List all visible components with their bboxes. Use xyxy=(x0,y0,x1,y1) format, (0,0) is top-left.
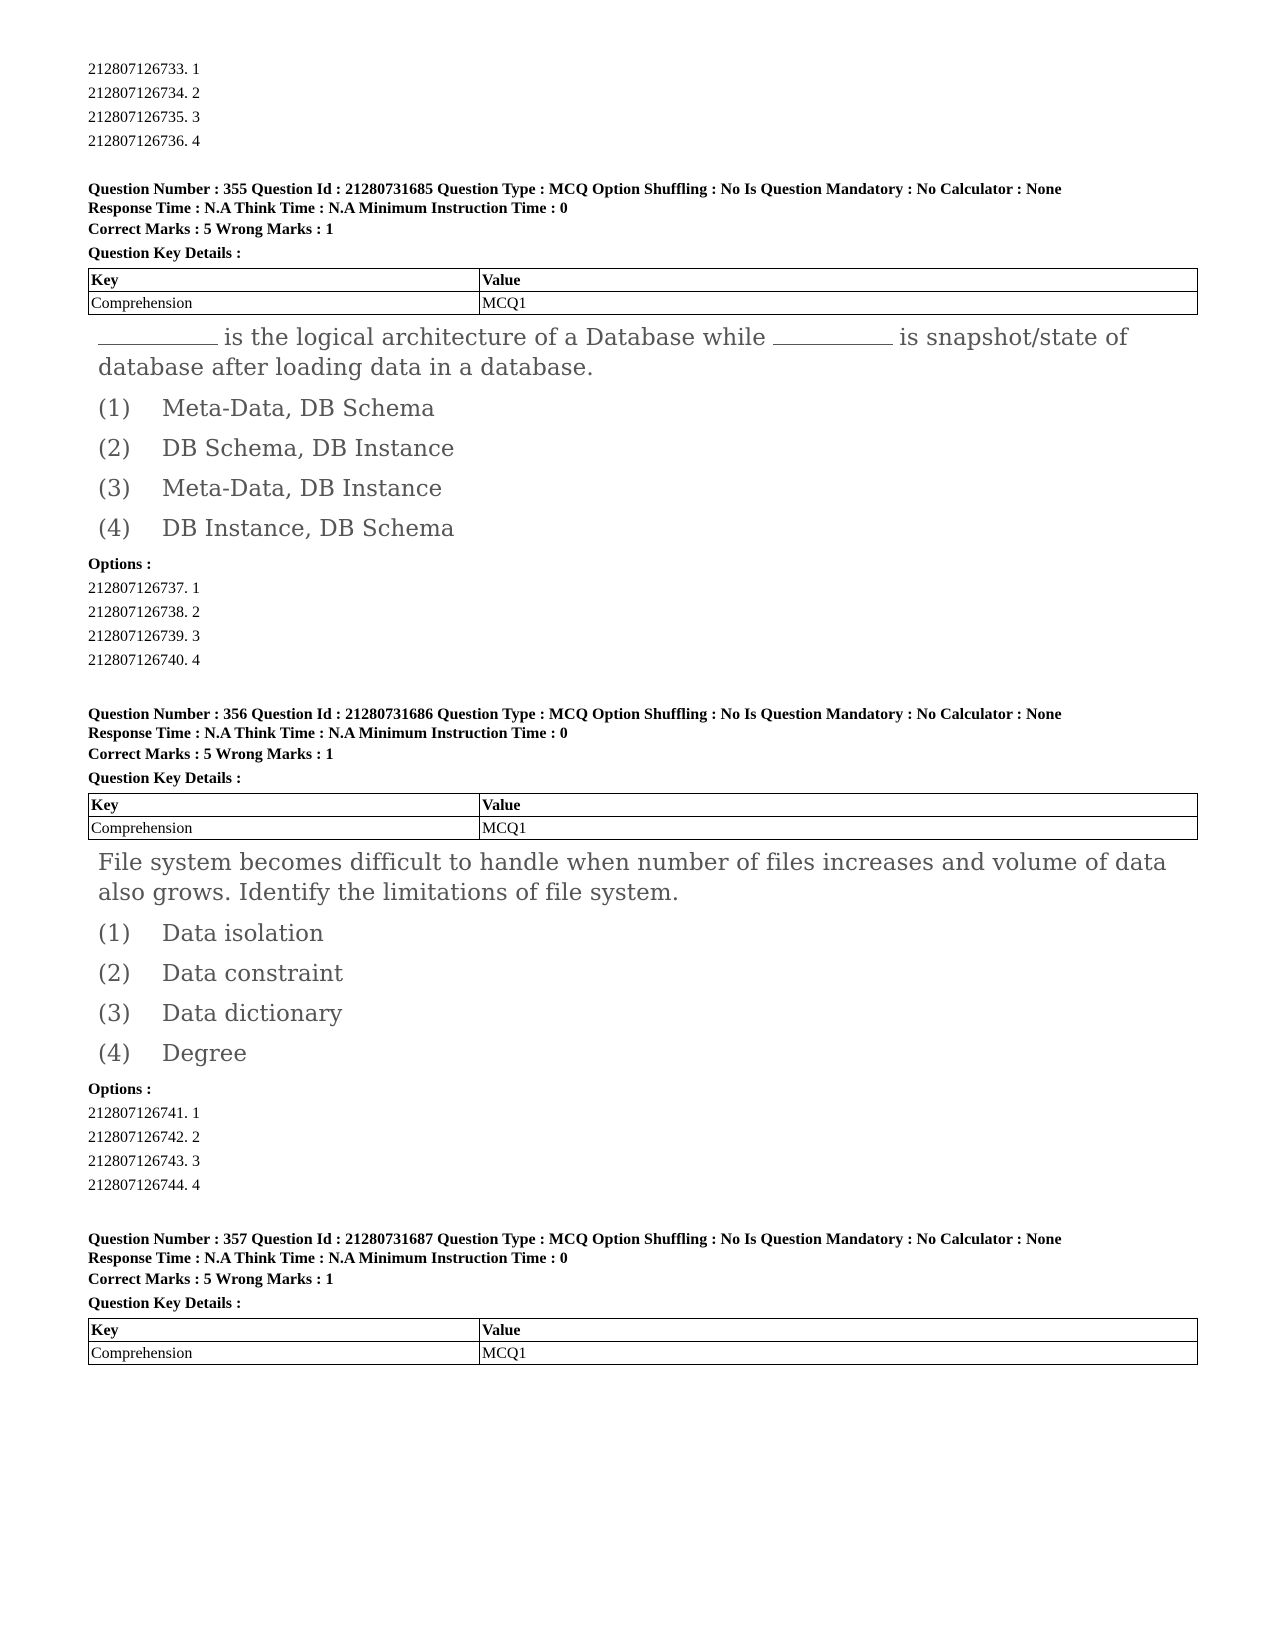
question-text-part1: is the logical architecture of a Database while xyxy=(224,325,766,351)
choice-number: (2) xyxy=(98,961,131,987)
question-text xyxy=(98,323,1198,383)
key-cell: Comprehension xyxy=(89,1342,480,1365)
choice-text: DB Schema, DB Instance xyxy=(162,436,455,462)
choice-item xyxy=(98,994,1198,1034)
choice-item xyxy=(98,1034,1198,1074)
marks-line: Correct Marks : 5 Wrong Marks : 1 xyxy=(88,1271,334,1288)
question-header: Question Number : 357 Question Id : 21280731687 Question Type : MCQ Option Shuffling : No Is Question Mandatory : No Calculator : None xyxy=(88,1231,1062,1248)
choice-text: Data constraint xyxy=(162,961,344,987)
option-line: 212807126738. 2 xyxy=(88,604,200,621)
option-line: 212807126734. 2 xyxy=(88,85,200,102)
value-cell: MCQ1 xyxy=(480,292,1198,315)
choice-number: (1) xyxy=(98,921,131,947)
marks-line: Correct Marks : 5 Wrong Marks : 1 xyxy=(88,221,334,238)
choice-number: (3) xyxy=(98,1001,131,1027)
choice-item xyxy=(98,469,1198,509)
choice-text: Meta-Data, DB Instance xyxy=(162,476,443,502)
choice-number: (1) xyxy=(98,396,131,422)
previous-options-list xyxy=(88,58,1198,154)
question-text-part2: is snapshot/state of database after loading data in a database. xyxy=(98,325,1128,381)
document-page xyxy=(88,58,1198,1365)
choice-item xyxy=(98,429,1198,469)
value-cell: MCQ1 xyxy=(480,1342,1198,1365)
key-details-label: Question Key Details : xyxy=(88,770,242,787)
question-timing: Response Time : N.A Think Time : N.A Minimum Instruction Time : 0 xyxy=(88,200,568,217)
choice-number: (2) xyxy=(98,436,131,462)
choice-text: Meta-Data, DB Schema xyxy=(162,396,435,422)
key-cell: Comprehension xyxy=(89,817,480,840)
answer-blank xyxy=(773,326,893,345)
question-timing: Response Time : N.A Think Time : N.A Minimum Instruction Time : 0 xyxy=(88,725,568,742)
options-label: Options : xyxy=(88,556,152,573)
question-block-357 xyxy=(88,1230,1198,1365)
option-line: 212807126741. 1 xyxy=(88,1105,200,1122)
key-details-table xyxy=(88,1318,1198,1365)
options-label: Options : xyxy=(88,1081,152,1098)
question-body xyxy=(88,840,1198,1078)
choice-number: (4) xyxy=(98,516,131,542)
key-cell: Comprehension xyxy=(89,292,480,315)
option-line: 212807126737. 1 xyxy=(88,580,200,597)
question-header: Question Number : 356 Question Id : 21280731686 Question Type : MCQ Option Shuffling : No Is Question Mandatory : No Calculator : None xyxy=(88,706,1062,723)
value-cell: MCQ1 xyxy=(480,817,1198,840)
option-line: 212807126744. 4 xyxy=(88,1177,200,1194)
option-line: 212807126742. 2 xyxy=(88,1129,200,1146)
value-header: Value xyxy=(480,1319,1198,1342)
question-text: File system becomes difficult to handle when number of files increases and volume of data also grows. Identify the limitations of file system. xyxy=(98,850,1167,906)
option-line: 212807126733. 1 xyxy=(88,61,200,78)
value-header: Value xyxy=(480,269,1198,292)
option-line: 212807126736. 4 xyxy=(88,133,200,150)
key-details-table xyxy=(88,793,1198,840)
key-header: Key xyxy=(89,794,480,817)
choice-text: Degree xyxy=(162,1041,247,1067)
question-block-355 xyxy=(88,180,1198,673)
option-line: 212807126739. 3 xyxy=(88,628,200,645)
option-line: 212807126740. 4 xyxy=(88,652,200,669)
question-block-356 xyxy=(88,705,1198,1198)
question-timing: Response Time : N.A Think Time : N.A Minimum Instruction Time : 0 xyxy=(88,1250,568,1267)
choice-item xyxy=(98,509,1198,549)
key-details-label: Question Key Details : xyxy=(88,1295,242,1312)
option-line: 212807126735. 3 xyxy=(88,109,200,126)
choice-item xyxy=(98,914,1198,954)
option-line: 212807126743. 3 xyxy=(88,1153,200,1170)
key-header: Key xyxy=(89,1319,480,1342)
key-details-label: Question Key Details : xyxy=(88,245,242,262)
choice-item xyxy=(98,954,1198,994)
choice-text: Data dictionary xyxy=(162,1001,343,1027)
choice-number: (4) xyxy=(98,1041,131,1067)
choice-text: DB Instance, DB Schema xyxy=(162,516,455,542)
key-details-table xyxy=(88,268,1198,315)
key-header: Key xyxy=(89,269,480,292)
answer-blank xyxy=(98,326,218,345)
value-header: Value xyxy=(480,794,1198,817)
question-header: Question Number : 355 Question Id : 21280731685 Question Type : MCQ Option Shuffling : No Is Question Mandatory : No Calculator : None xyxy=(88,181,1062,198)
choice-item xyxy=(98,389,1198,429)
choice-text: Data isolation xyxy=(162,921,324,947)
choice-number: (3) xyxy=(98,476,131,502)
marks-line: Correct Marks : 5 Wrong Marks : 1 xyxy=(88,746,334,763)
question-body xyxy=(88,315,1198,553)
